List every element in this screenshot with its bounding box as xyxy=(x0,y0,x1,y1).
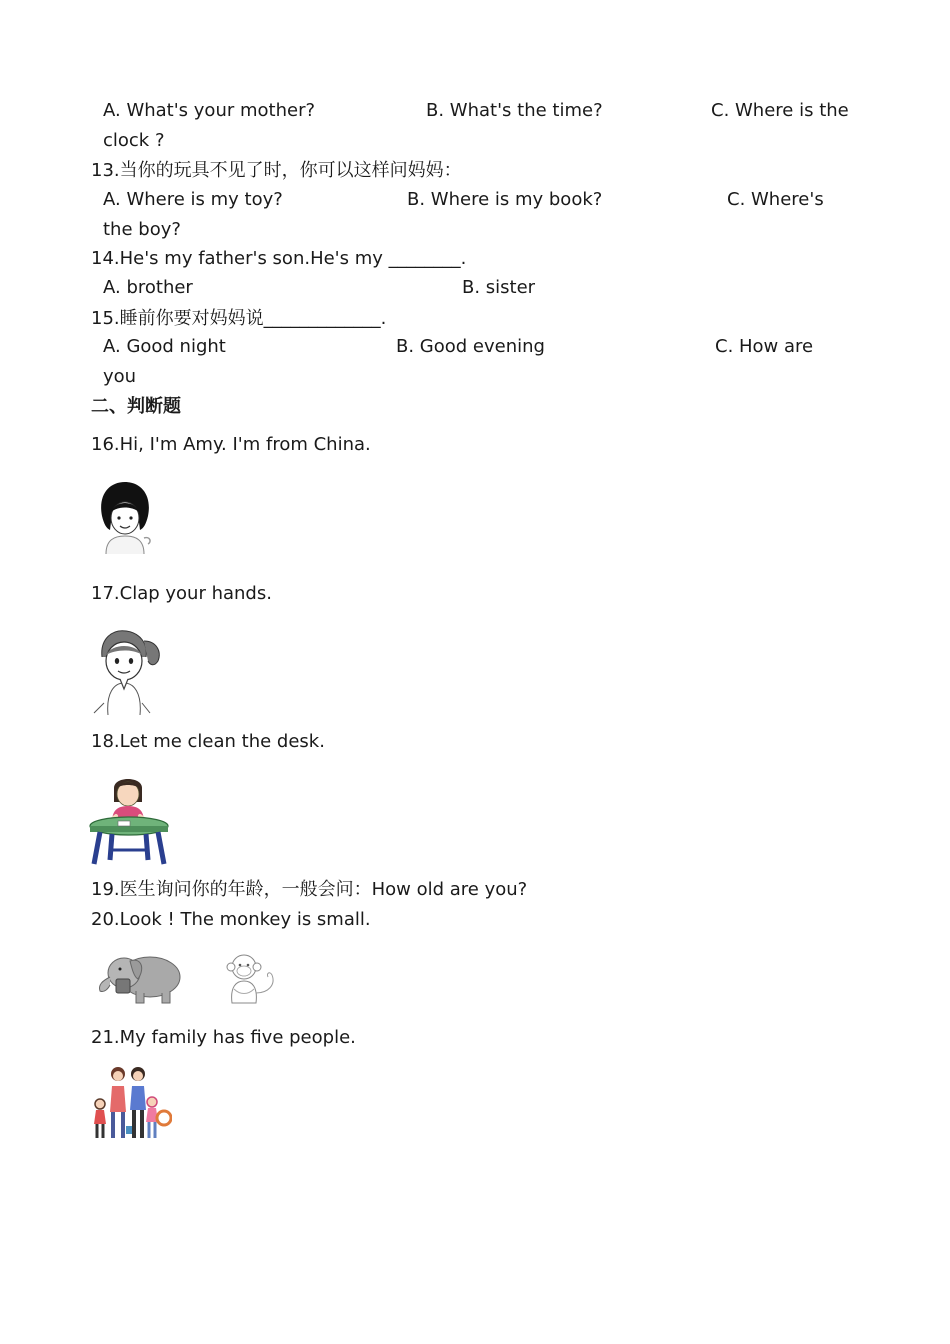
q18-stem: 18.Let me clean the desk. xyxy=(91,731,325,752)
q15-option-c: C. How are xyxy=(715,336,814,357)
q12-option-c: C. Where is the xyxy=(711,100,849,121)
q13-option-a: A. Where is my toy? xyxy=(103,189,283,210)
q12-option-c-continued: clock ? xyxy=(103,130,165,151)
q21-stem: 21.My family has five people. xyxy=(91,1027,356,1048)
elephant-icon xyxy=(94,949,186,1007)
q14-option-a: A. brother xyxy=(103,277,193,298)
q20-stem: 20.Look ! The monkey is small. xyxy=(91,909,371,930)
q14-option-b: B. sister xyxy=(462,277,536,298)
q16-stem: 16.Hi, I'm Amy. I'm from China. xyxy=(91,434,371,455)
q15-option-c-continued: you xyxy=(103,366,137,387)
girl-portrait-icon xyxy=(94,478,156,554)
q14-stem: 14.He's my father's son.He's my ________. xyxy=(91,248,467,269)
family-icon xyxy=(88,1064,172,1142)
q15-option-a: A. Good night xyxy=(103,336,226,357)
monkey-icon xyxy=(218,949,280,1007)
q19-stem: 19.医生询问你的年龄，一般会问：How old are you? xyxy=(91,879,528,900)
q13-stem: 13.当你的玩具不见了时，你可以这样问妈妈： xyxy=(91,160,462,181)
q15-stem: 15.睡前你要对妈妈说_____________. xyxy=(91,308,387,329)
q12-option-b: B. What's the time? xyxy=(426,100,603,121)
girl-clapping-icon xyxy=(90,627,166,715)
q15-option-b: B. Good evening xyxy=(396,336,545,357)
q17-stem: 17.Clap your hands. xyxy=(91,583,272,604)
q13-option-c-continued: the boy? xyxy=(103,219,181,240)
q12-option-a: A. What's your mother? xyxy=(103,100,316,121)
q13-option-b: B. Where is my book? xyxy=(407,189,603,210)
q13-option-c: C. Where's xyxy=(727,189,824,210)
girl-cleaning-desk-icon xyxy=(88,772,170,866)
section-title: 二、判断题 xyxy=(91,396,181,417)
